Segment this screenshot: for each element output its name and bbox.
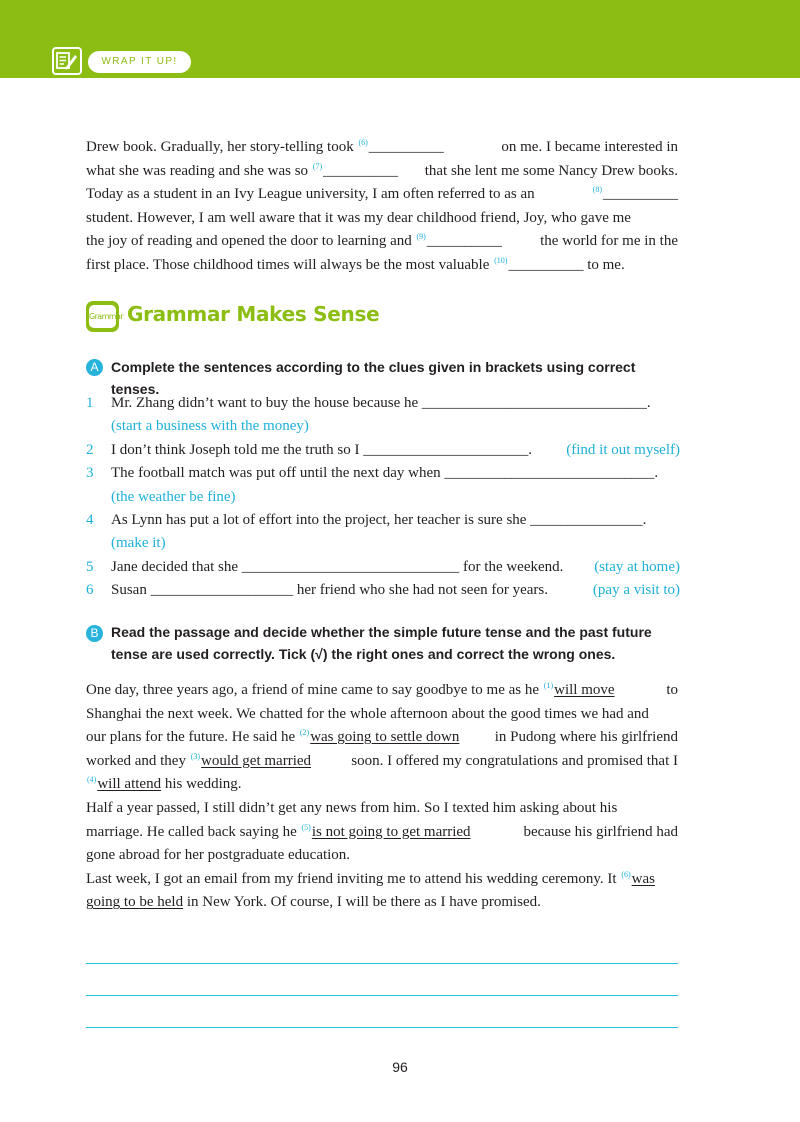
clue-text: (start a business with the money) xyxy=(111,418,309,435)
part-a-badge: A xyxy=(86,359,103,376)
item-text: Jane decided that she _____________________________ for the weekend. xyxy=(111,558,564,575)
passage-line: going to be held in New York. Of course, I will be there as I have promised. xyxy=(86,894,541,911)
answer-line[interactable] xyxy=(86,963,678,964)
part-b-badge: B xyxy=(86,625,103,642)
part-b-instruction xyxy=(111,622,681,665)
section-label: WRAP IT UP! xyxy=(88,51,191,73)
instruction-line: Read the passage and decide whether the simple future tense and the past future xyxy=(111,624,652,640)
list-item xyxy=(86,579,680,602)
passage-line: One day, three years ago, a friend of mine came to say goodbye to me as he $^{(1)}$will move to xyxy=(86,681,678,698)
list-item xyxy=(86,392,680,415)
clue-text: (make it) xyxy=(111,535,166,552)
item-text: Mr. Zhang didn’t want to buy the house because he ______________________________. xyxy=(111,395,651,411)
item-number: 6 xyxy=(86,582,94,599)
pencil-notepad-icon xyxy=(52,47,82,75)
item-number: 5 xyxy=(86,558,94,575)
underlined-phrase: will attend xyxy=(97,776,162,793)
instruction-line: tense are used correctly. Tick (√) the right ones and correct the wrong ones. xyxy=(111,645,616,662)
grammar-icon: Grammar xyxy=(86,301,119,332)
passage-line: our plans for the future. He said he $^{(2)}$was going to settle down in Pudong where his girlfriend xyxy=(86,728,678,746)
item-text: The football match was put off until the next day when ____________________________. xyxy=(111,465,659,482)
exercise-list xyxy=(86,392,680,603)
passage-line: Half a year passed, I still didn’t get any news from him. So I texted him asking about his xyxy=(86,799,618,816)
list-item-clue xyxy=(86,532,680,555)
clue-text: (find it out myself) xyxy=(566,441,680,458)
item-number: 1 xyxy=(86,395,94,411)
passage-line: marriage. He called back saying he $^{(5)}$is not going to get married because his girlfriend had xyxy=(86,822,678,840)
passage-line: Drew book. Gradually, her story-telling took $^{(6)}$__________ on me. I became interested in xyxy=(86,138,678,155)
passage-line: first place. Those childhood times will always be the most valuable $^{(10)}$__________ to me. xyxy=(86,255,625,273)
clue-text: (the weather be fine) xyxy=(111,488,236,505)
item-text: Susan ___________________ her friend who she had not seen for years. xyxy=(111,582,548,599)
passage-line: what she was reading and she was so $^{(7)}$__________ that she lent me some Nancy Drew books. xyxy=(86,161,678,179)
passage-line: student. However, I am well aware that it was my dear childhood friend, Joy, who gave me xyxy=(86,209,631,226)
passage-line: worked and they $^{(3)}$would get married soon. I offered my congratulations and promised that I xyxy=(86,751,678,769)
item-number: 4 xyxy=(86,511,94,528)
list-item xyxy=(86,509,680,532)
passage-b xyxy=(86,679,678,915)
passage-line: $^{(4)}$will attend his wedding. xyxy=(87,775,242,793)
answer-line[interactable] xyxy=(86,1027,678,1028)
page-number: 96 xyxy=(392,1059,408,1075)
passage-line: Today as a student in an Ivy League university, I am often referred to as an $^{(8)}$__________ xyxy=(86,185,678,202)
list-item-clue xyxy=(86,415,680,438)
item-number: 3 xyxy=(86,465,94,482)
item-number: 2 xyxy=(86,441,94,458)
clue-text: (pay a visit to) xyxy=(592,582,680,599)
part-a-instruction: Complete the sentences according to the clues given in brackets using correct tenses. xyxy=(111,359,636,397)
list-item-clue xyxy=(86,486,680,509)
item-text: I don’t think Joseph told me the truth so I ______________________. xyxy=(111,441,532,458)
passage-line: gone abroad for her postgraduate education. xyxy=(86,847,351,864)
underlined-phrase: going to be held xyxy=(86,894,184,911)
passage-line: the joy of reading and opened the door to learning and $^{(9)}$__________ the world for me in the xyxy=(86,232,678,249)
section-title: Grammar Makes Sense xyxy=(127,302,380,326)
item-text: As Lynn has put a lot of effort into the project, her teacher is sure she _______________. xyxy=(111,511,647,528)
underlined-phrase: was xyxy=(631,870,655,887)
answer-line[interactable] xyxy=(86,995,678,996)
passage-line: Last week, I got an email from my friend inviting me to attend his wedding ceremony. It $^{(6)}$was xyxy=(86,869,655,887)
list-item xyxy=(86,462,680,485)
clue-text: (stay at home) xyxy=(594,558,680,575)
passage-top xyxy=(86,136,678,277)
underlined-phrase: is not going to get married xyxy=(311,823,471,840)
underlined-phrase: will move xyxy=(554,682,615,698)
passage-line: Shanghai the next week. We chatted for the whole afternoon about the good times we had and xyxy=(86,705,649,722)
underlined-phrase: would get married xyxy=(201,752,312,769)
underlined-phrase: was going to settle down xyxy=(310,729,460,746)
list-item xyxy=(86,556,680,579)
list-item xyxy=(86,439,680,462)
